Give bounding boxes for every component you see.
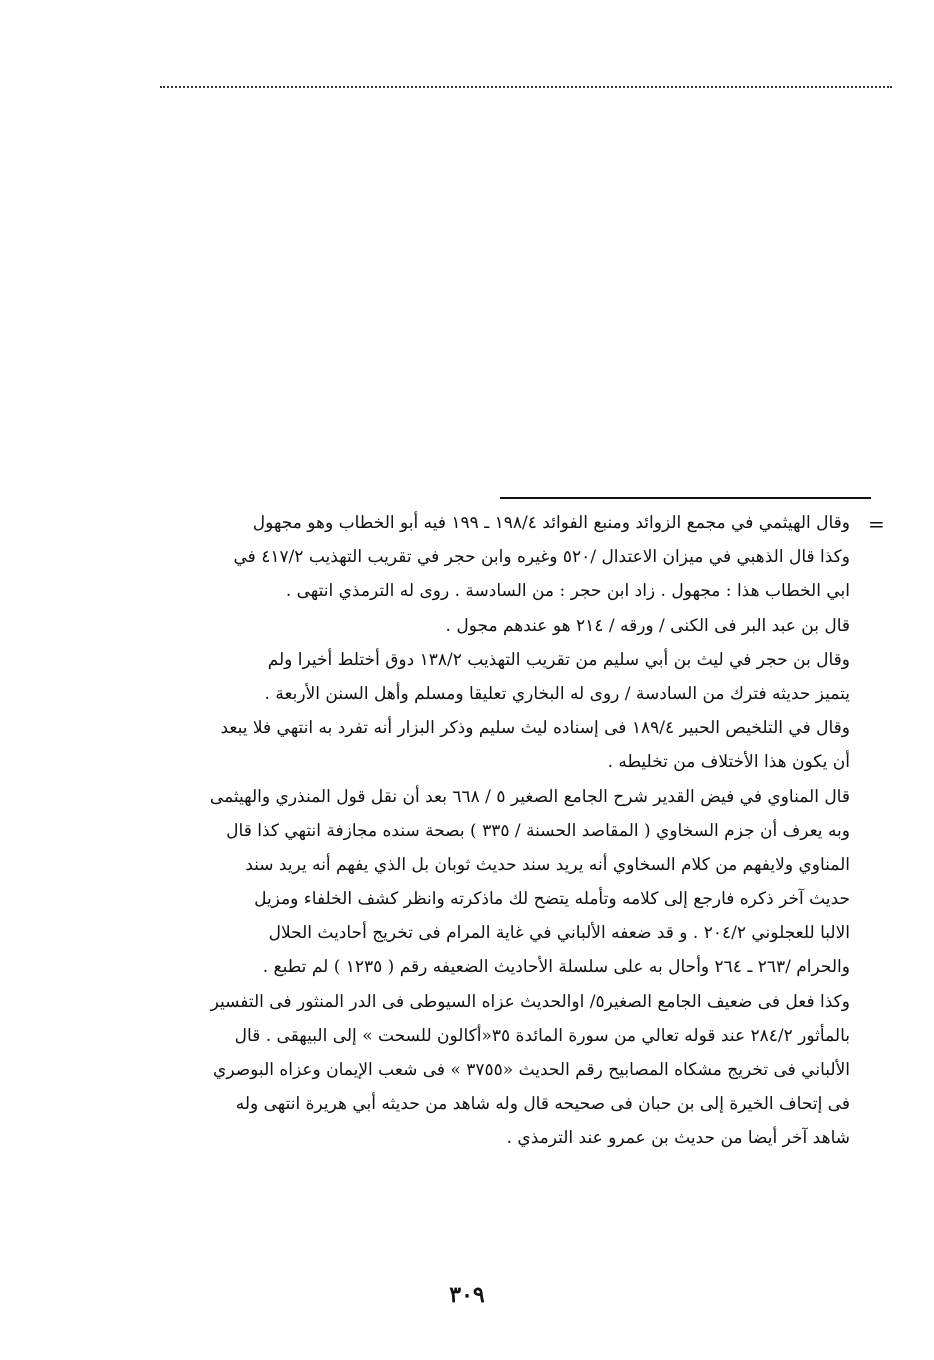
continuation-marker: = <box>868 512 885 536</box>
footnote-line: الالبا للعجلوني ٢٠٤/٢ . و قد ضعفه الألباني في غاية المرام فى تخريج أحاديث الحلال <box>268 923 850 944</box>
footnote-line: قال بن عبد البر فى الكنى / ورقه / ٢١٤ هو عندهم مجول . <box>445 615 850 636</box>
footnote-line: والحرام /٢٦٣ ـ ٢٦٤ وأحال به على سلسلة الأحاديث الضعيفه رقم ( ١٢٣٥ ) لم تطبع . <box>262 957 850 978</box>
footnote-line: بالمأثور ٢٨٤/٢ عند قوله تعالي من سورة المائدة ٣٥«أكالون للسحت » إلى البيهقى . قال <box>234 1025 850 1046</box>
footnote-line: وكذا قال الذهبي في ميزان الاعتدال /٥٢٠ وغيره وابن حجر في تقريب التهذيب ٤١٧/٢ في <box>233 547 850 568</box>
footnote-line: شاهد آخر أيضا من حديث بن عمرو عند الترمذي . <box>506 1128 850 1149</box>
footnote-separator-rule <box>500 497 871 499</box>
footnote-line: ابي الخطاب هذا : مجهول . زاد ابن حجر : من السادسة . روى له الترمذي انتهى . <box>285 581 850 602</box>
footnote-line: وبه يعرف أن جزم السخاوي ( المقاصد الحسنة / ٣٣٥ ) بصحة سنده مجازفة انتهي كذا قال <box>226 820 850 841</box>
footnote-line: وقال الهيثمي في مجمع الزوائد ومنبع الفوائد ١٩٨/٤ ـ ١٩٩ فيه أبو الخطاب وهو مجهول <box>252 513 850 533</box>
header-dotted-rule <box>160 86 892 88</box>
footnote-line: الألباني فى تخريج مشكاه المصابيح رقم الحديث «٣٧٥٥ » فى شعب الإيمان وعزاه البوصري <box>213 1060 850 1080</box>
footnote-line: وقال في التلخيص الحبير ١٨٩/٤ فى إسناده ليث سليم وذكر البزار أنه تفرد به انتهي فلا يبعد <box>220 718 850 739</box>
footnote-line: أن يكون هذا الأختلاف من تخليطه . <box>607 752 850 773</box>
footnotes-block <box>130 506 850 1156</box>
page-number: ٣٠٩ <box>449 1282 485 1308</box>
footnote-line: وقال بن حجر في ليث بن أبي سليم من تقريب التهذيب ١٣٨/٢ دوق أختلط أخيرا ولم <box>267 649 850 670</box>
footnote-line: قال المناوي في فيض القدير شرح الجامع الصغير ٥ / ٦٦٨ بعد أن نقل قول المنذري والهيثمى <box>209 786 850 807</box>
footnote-line: يتميز حديثه فترك من السادسة / روى له البخاري تعليقا ومسلم وأهل السنن الأربعة . <box>264 683 850 704</box>
footnote-line: وكذا فعل فى ضعيف الجامع الصغير٥/ اوالحديث عزاه السيوطى فى الدر المنثور فى التفسير <box>210 991 850 1012</box>
footnote-line: فى إتحاف الخيرة إلى بن حبان فى صحيحه قال وله شاهد من حديثه أبي هريرة انتهى وله <box>235 1094 850 1115</box>
footnote-line: حديث آخر ذكره فارجع إلى كلامه وتأمله يتضح لك ماذكرته وانظر كشف الخلفاء ومزيل <box>254 889 850 910</box>
footnote-line: المناوي ولايفهم من كلام السخاوي أنه يريد سند حديث ثوبان بل الذي يفهم أنه يريد سند <box>245 854 850 875</box>
